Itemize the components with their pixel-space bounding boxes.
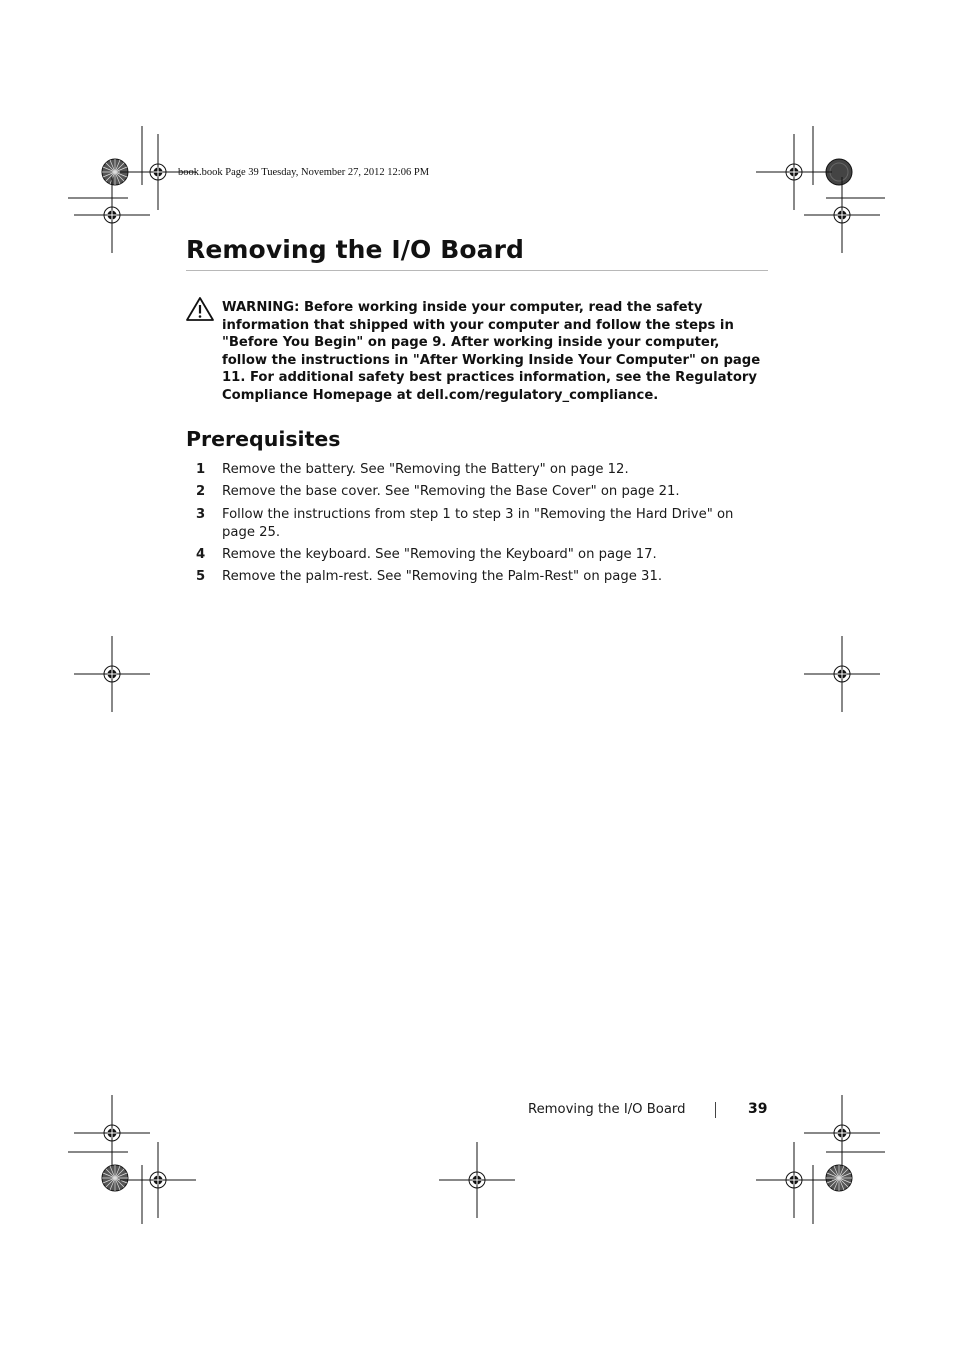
- step-text: Remove the palm-rest. See "Removing the Palm-Rest" on page 31.: [222, 569, 663, 584]
- section-heading-prerequisites: Prerequisites: [186, 427, 341, 451]
- page-number: 39: [748, 1101, 768, 1117]
- step-text: Follow the instructions from step 1 to step 3 in "Removing the Hard Drive" on page 25.: [222, 507, 734, 540]
- step-text: Remove the base cover. See "Removing the Base Cover" on page 21.: [222, 484, 680, 499]
- step-number: 1: [196, 462, 206, 477]
- footer-section-title: Removing the I/O Board: [528, 1102, 686, 1117]
- title-divider: [186, 270, 768, 271]
- step-number: 3: [196, 507, 206, 522]
- page-title: Removing the I/O Board: [186, 235, 525, 264]
- warning-triangle-icon: [185, 296, 215, 322]
- step-number: 5: [196, 569, 206, 584]
- print-slug: book.book Page 39 Tuesday, November 27, 2012 12:06 PM: [178, 167, 430, 178]
- step-number: 2: [196, 484, 206, 499]
- step-text: Remove the keyboard. See "Removing the Keyboard" on page 17.: [222, 547, 657, 562]
- step-number: 4: [196, 547, 206, 562]
- step-text: Remove the battery. See "Removing the Battery" on page 12.: [222, 462, 629, 477]
- warning-text: WARNING: Before working inside your computer, read the safety information that shipped with your computer and follow the steps in "Before You Begin" on page 9. After working inside your computer, follow the instructions in "After Working Inside Your Computer" on page 11. For additional safety best practices information, see the Regulatory Compliance Homepage at dell.com/regulatory_compliance.: [222, 300, 761, 403]
- footer-separator: [715, 1102, 716, 1118]
